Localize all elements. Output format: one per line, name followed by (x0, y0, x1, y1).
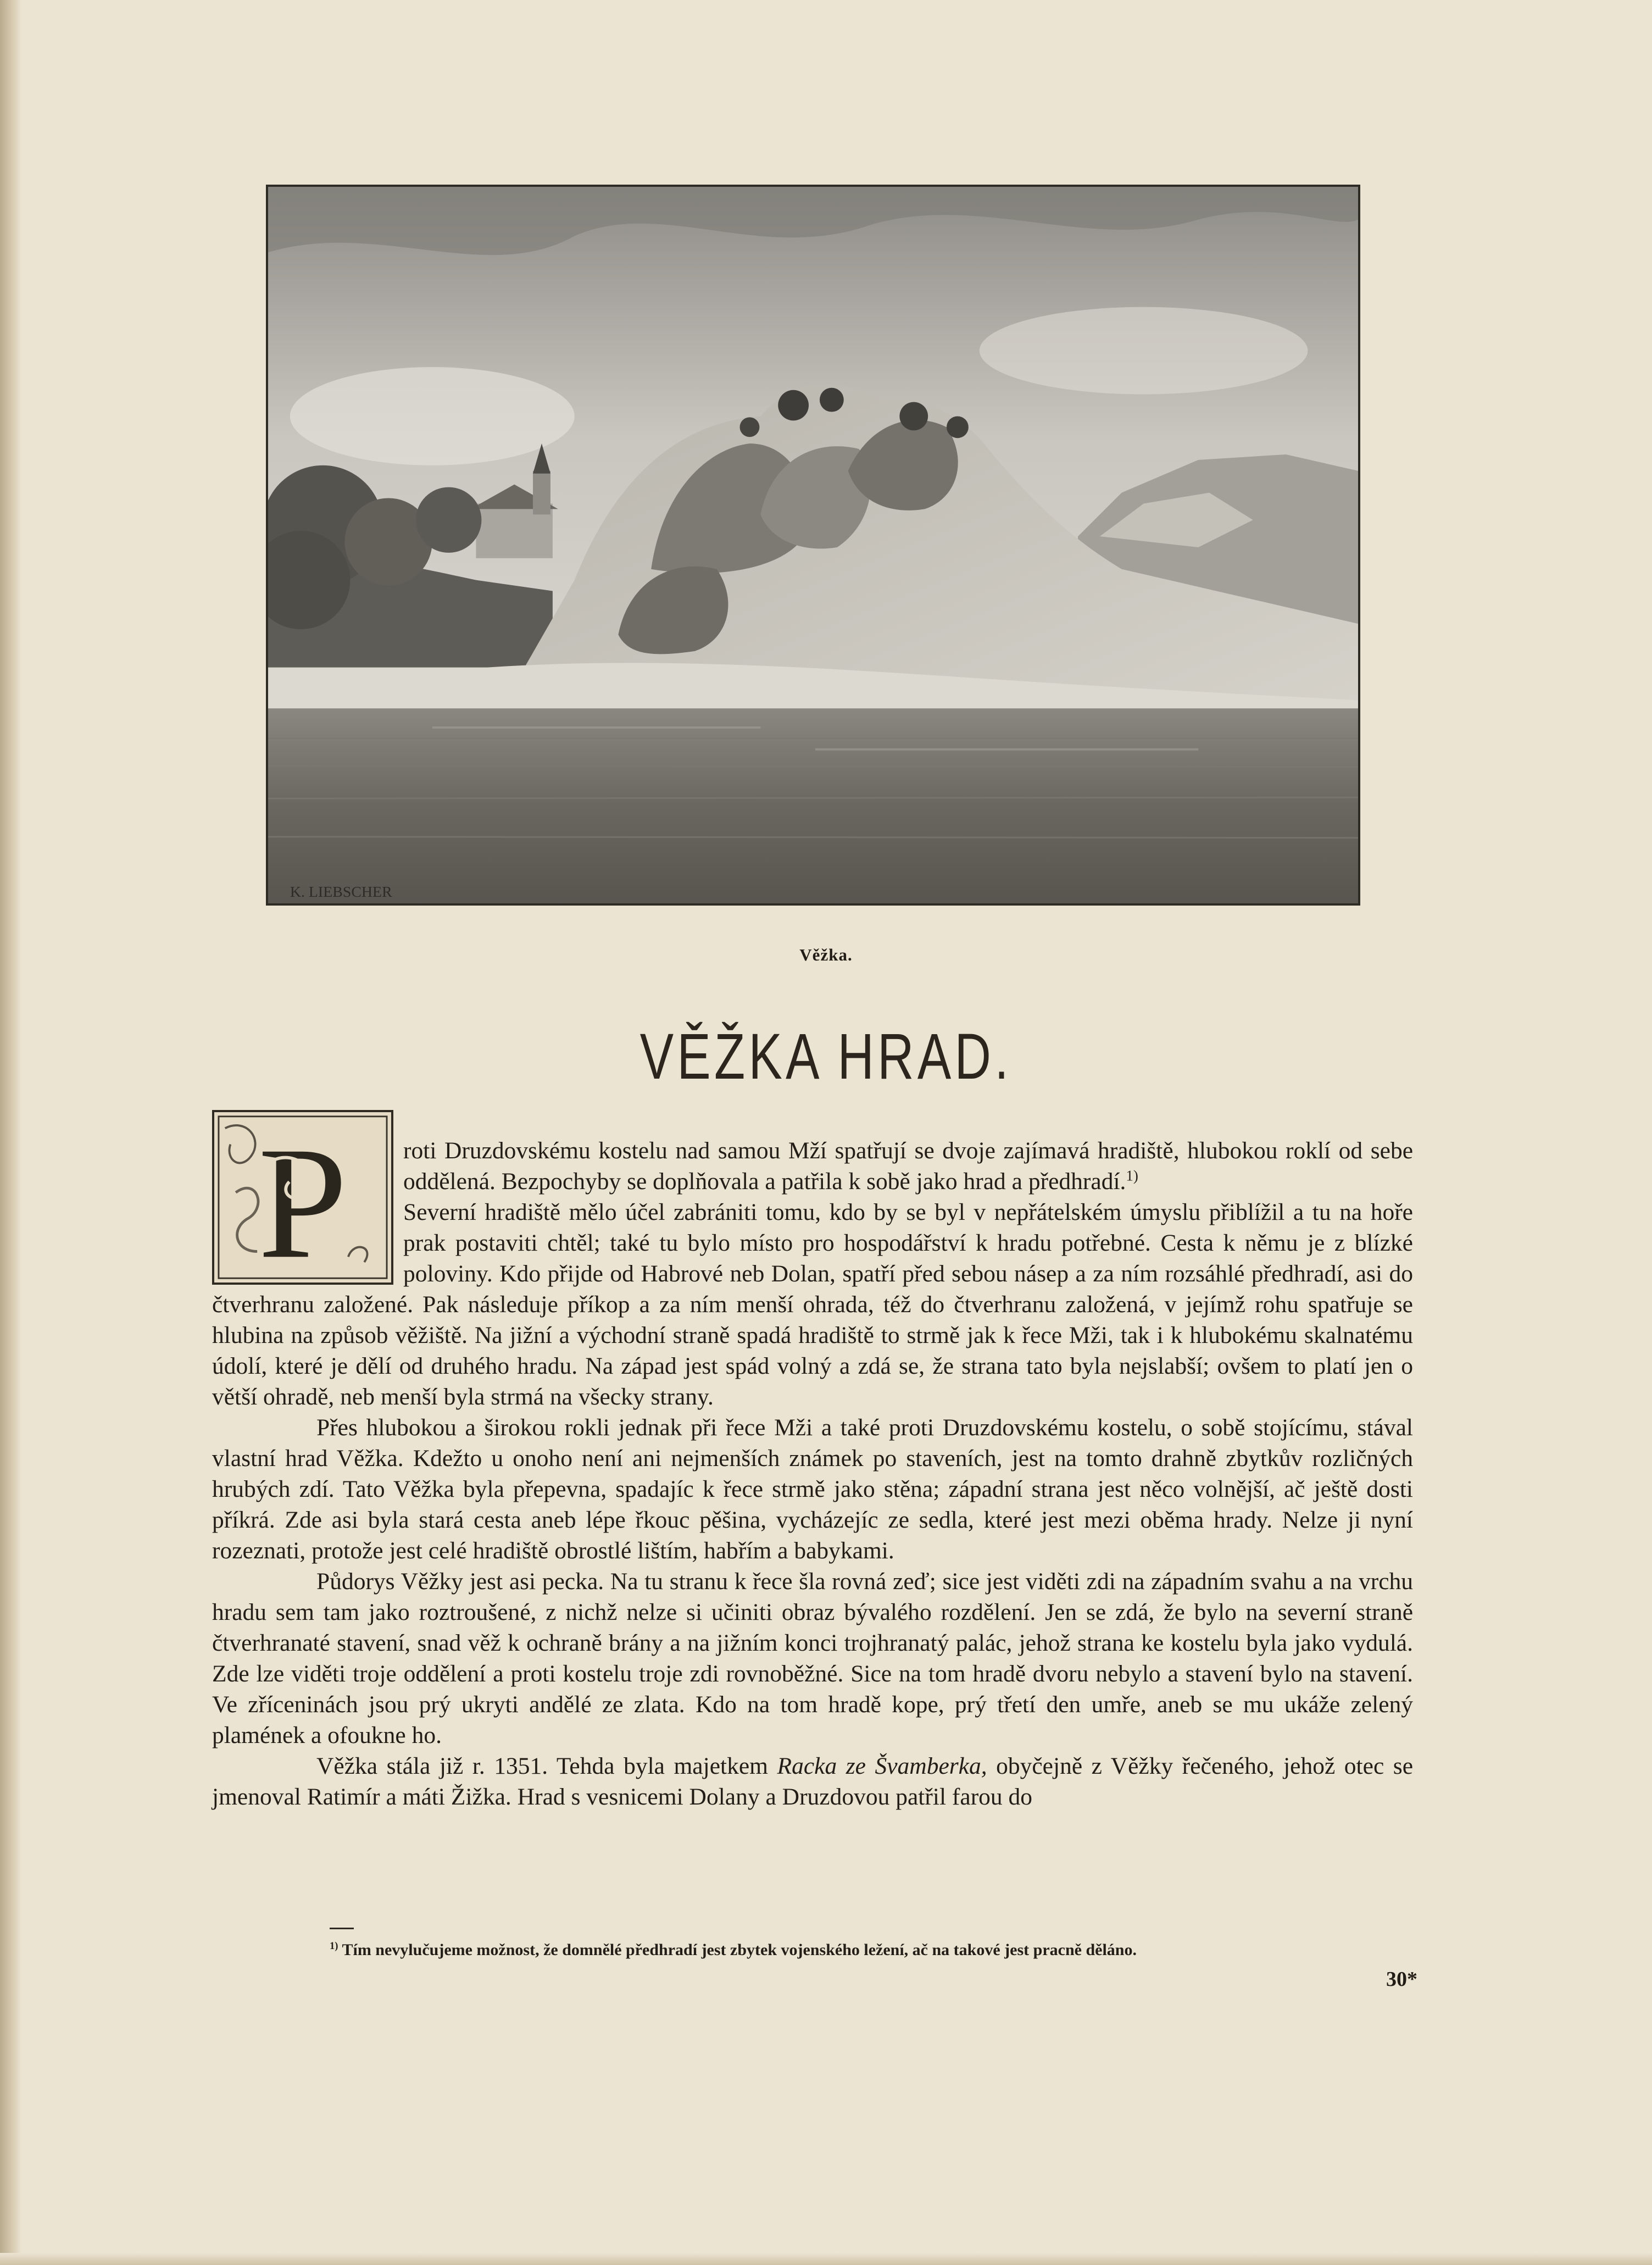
footnote: $^{1)}$ Tím nevylučujeme možnost, že domnělé předhradí jest zbytek vojenského ležení, ač na takové jest pracně děláno. (330, 1940, 1137, 1959)
paragraph-4: Půdorys Věžky jest asi pecka. Na tu stranu k řece šla rovná zeď; sice jest viděti zdi na západním svahu a na vrchu hradu sem tam jako roztroušené, z nichž nelze si učiniti obraz bývalého rozdělení. Jen se zdá, že bylo na severní straně čtverhranaté stavení, snad věž k ochraně brány a na jižním konci trojhranatý palác, jehož strana ke kostelu byla jako vydulá. Zde lze viděti troje oddělení a proti kostelu troje zdi rovnoběžné. Sice na tom hradě dvoru nebylo a stavení bylo na stavení. Ve zříceninách jsou prý ukryti andělé ze zlata. Kdo na tom hradě kope, prý třetí den umře, aneb se mu ukáže zelený plamének a ofoukne ho. (212, 1568, 1413, 1748)
artist-signature: K. LIEBSCHER (290, 884, 392, 901)
initial-letter: P (258, 1114, 348, 1283)
page-number: 30* (1386, 1968, 1417, 1991)
paragraph-5: Věžka stála již r. 1351. Tehda byla majetkem Racka ze Švamberka, obyčejně z Věžky řečeného, jehož otec se jmenoval Ratimír a máti Žižka. Hrad s vesnicemi Dolany a Druzdovou patřil farou do (212, 1753, 1413, 1810)
footnote-divider (330, 1928, 354, 1929)
paragraph-3: Přes hlubokou a širokou rokli jednak při řece Mži a také proti Druzdovskému kostelu, o sobě stojícímu, stával vlastní hrad Věžka. Kdežto u onoho není ani nejmenších známek po staveních, jest na tomto drahně zbytkův rozličných hrubých zdí. Tato Věžka byla přepevna, spadajíc k řece strmě jako stěna; západní strana jest něco volnější, ač ještě dosti příkrá. Zde asi byla stará cesta aneb lépe řkouc pěšina, vycházejíc ze sedla, které jest mezi oběma hrady. Nelze ji nyní rozeznati, protože jest celé hradiště obrostlé lištím, habřím a babykami. (212, 1414, 1413, 1564)
landscape-illustration (266, 185, 1360, 906)
page-bottom-edge (0, 2253, 1652, 2265)
illustration-caption: Věžka. (799, 945, 853, 964)
article-body (212, 1135, 1413, 1812)
article-title: VĚŽKA HRAD. (639, 1020, 1013, 1093)
page-gutter-shadow (0, 0, 22, 2265)
paragraph-2: Severní hradiště mělo účel zabrániti tomu, kdo by se byl v nepřátelském úmyslu přiblížil a tu na hoře prak postaviti chtěl; také tu bylo místo pro hospodářství k hradu potřebné. Cesta k němu je z blízké poloviny. Kdo přijde od Habrové neb Dolan, spatří před sebou násep a za ním rozsáhlé předhradí, asi do čtverhranu založené. Pak následuje příkop a za ním menší ohrada, též do čtverhranu založená, v jejímž rohu spatřuje se hlubina na způsob věžiště. Na jižní a východní straně spadá hradiště to strmě jak k řece Mži, tak i k hlubokému skalnatému údolí, které je dělí od druhého hradu. Na západ jest spád volný a zdá se, že strana tato byla nejslabší; ovšem to platí jen o větší ohradě, neb menší byla strmá na všecky strany. (212, 1199, 1413, 1410)
footnote-reference: 1) (1126, 1167, 1138, 1184)
paragraph-1: roti Druzdovskému kostelu nad samou Mží spatřují se dvoje zajímavá hradiště, hlubokou roklí od sebe oddělená. Bezpochyby se doplňovala a patřila k sobě jako hrad a předhradí.$^{1)}$ (403, 1137, 1413, 1195)
